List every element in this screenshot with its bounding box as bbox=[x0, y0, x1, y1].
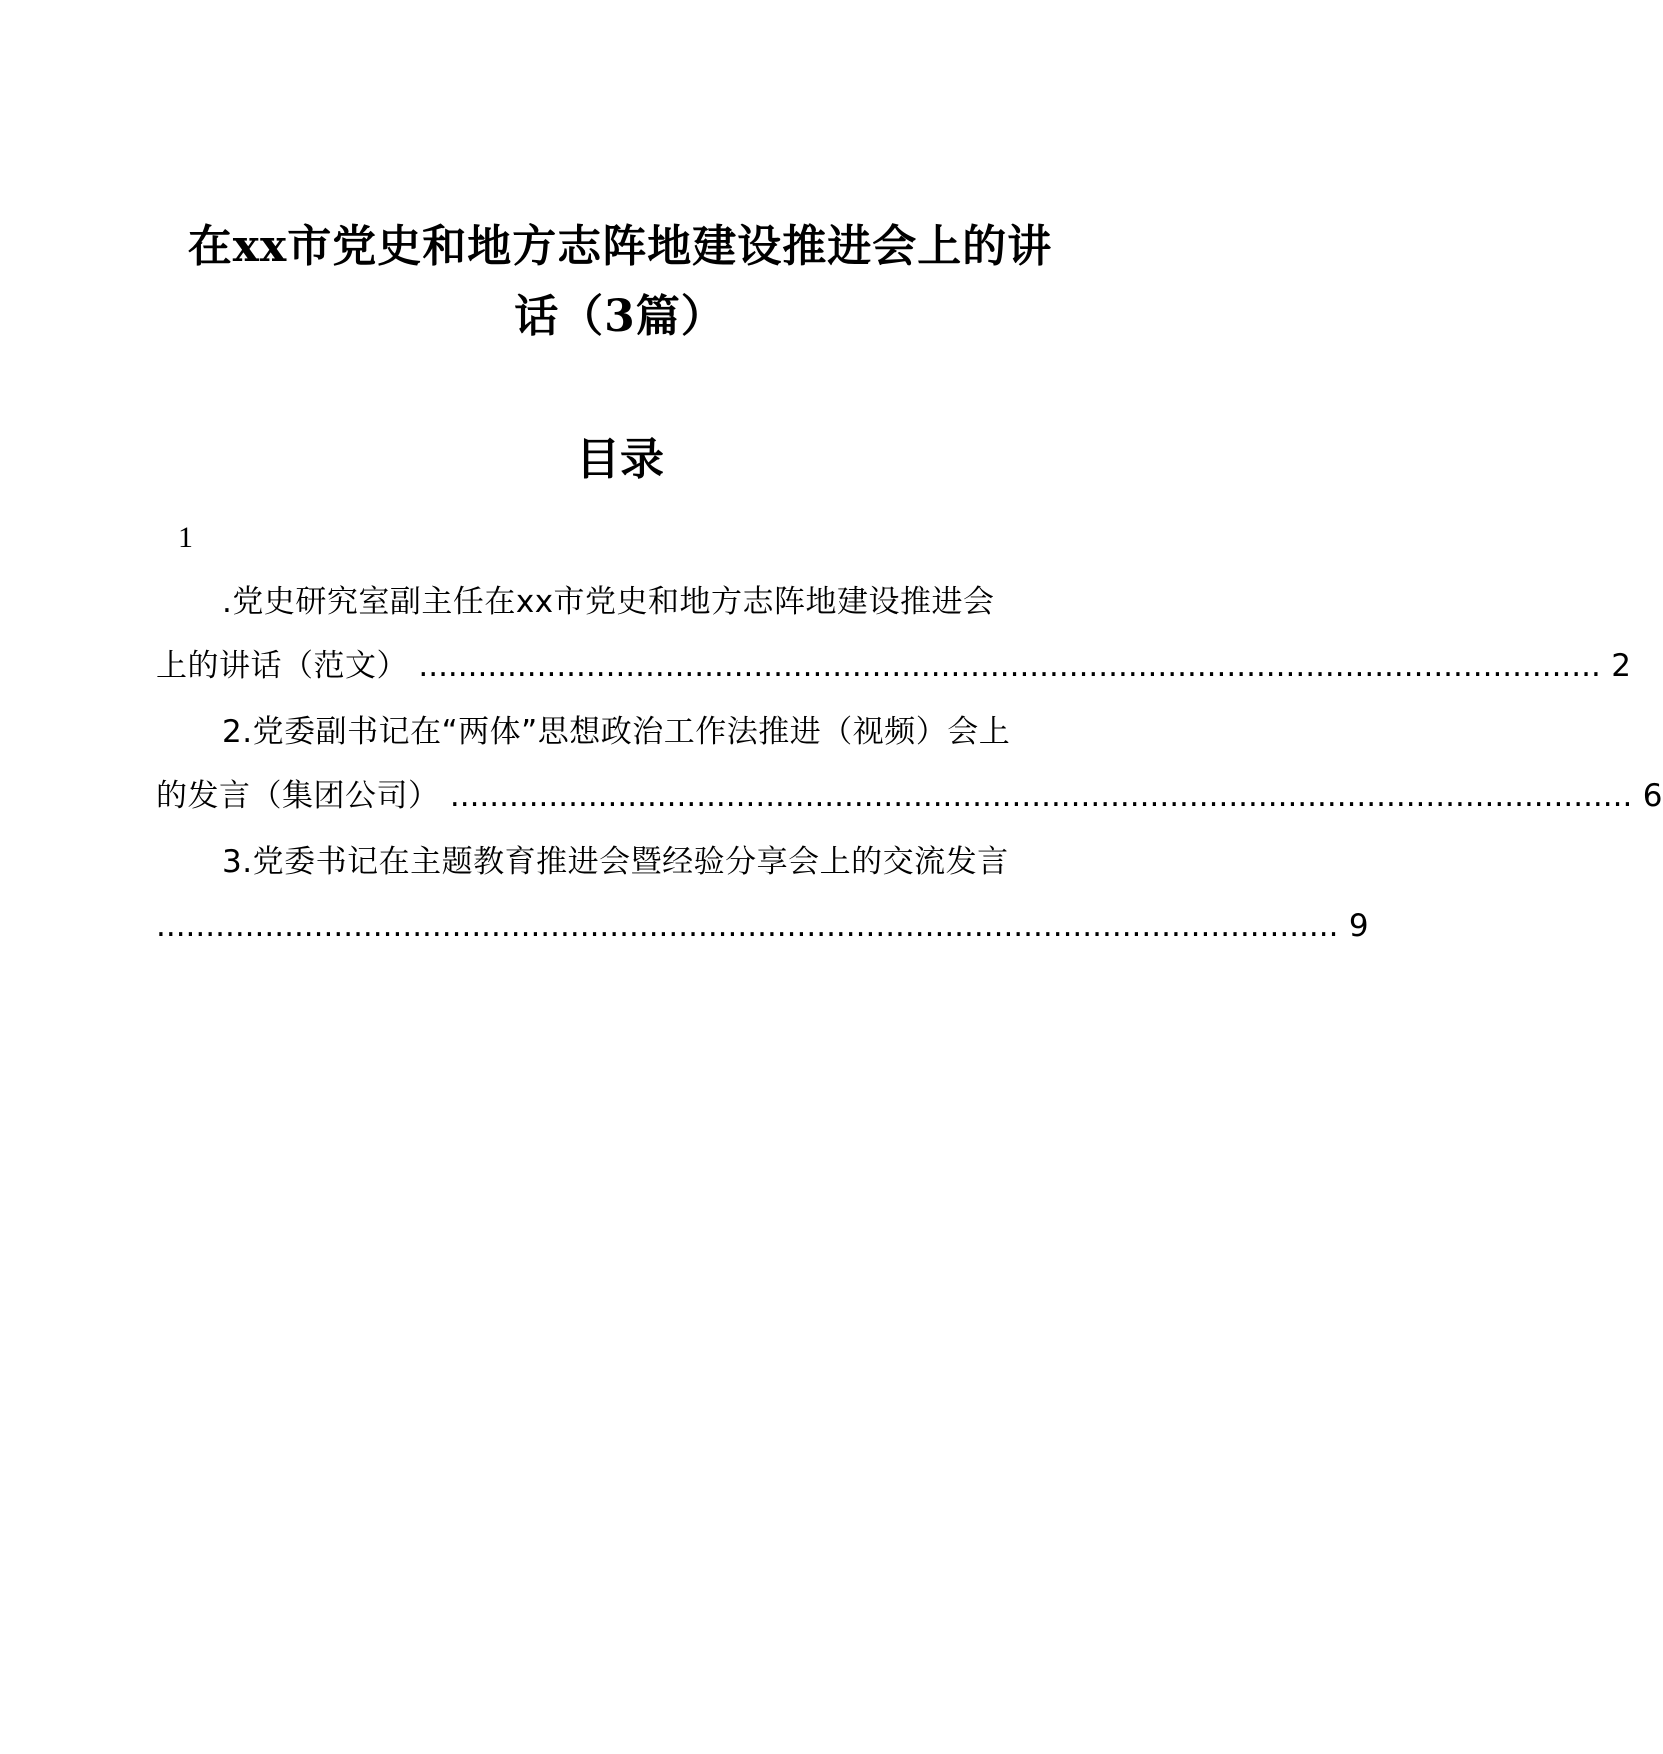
toc-leader-dots: ........................................................................................................................ bbox=[449, 778, 1633, 814]
toc-entry-2[interactable] bbox=[156, 700, 1663, 828]
toc-entry-2-text: 的发言（集团公司） bbox=[156, 778, 440, 814]
toc-entry-1-text: 上的讲话（范文） bbox=[156, 648, 408, 684]
toc-entry-1[interactable] bbox=[156, 570, 1632, 698]
toc-entry-3-line-1: 3.党委书记在主题教育推进会暨经验分享会上的交流发言 bbox=[222, 844, 1009, 880]
toc-leader-dots: ........................................................................................................................ bbox=[418, 648, 1601, 684]
toc-heading: 目录 bbox=[576, 434, 664, 485]
toc-entry-1-line-1: .党史研究室副主任在xx市党史和地方志阵地建设推进会 bbox=[222, 584, 995, 620]
toc-entry-2-page: 6 bbox=[1642, 778, 1663, 814]
list-number: 1 bbox=[178, 521, 193, 554]
document-title-line-1: 在xx市党史和地方志阵地建设推进会上的讲 bbox=[187, 221, 1053, 272]
toc-entry-1-line-2 bbox=[156, 634, 1632, 698]
toc-entry-3-line-2 bbox=[156, 894, 1370, 958]
document-title-line-2: 话（3篇） bbox=[514, 291, 726, 342]
toc-leader-dots: ........................................................................................................................ bbox=[156, 908, 1339, 944]
toc-entry-2-line-1: 2.党委副书记在“两体”思想政治工作法推进（视频）会上 bbox=[222, 714, 1011, 750]
toc-entry-3-page: 9 bbox=[1348, 908, 1370, 944]
toc-entry-3[interactable] bbox=[156, 830, 1370, 958]
toc-entry-1-page: 2 bbox=[1611, 648, 1632, 684]
toc-entry-2-line-2 bbox=[156, 764, 1663, 828]
document-title bbox=[150, 212, 1090, 352]
